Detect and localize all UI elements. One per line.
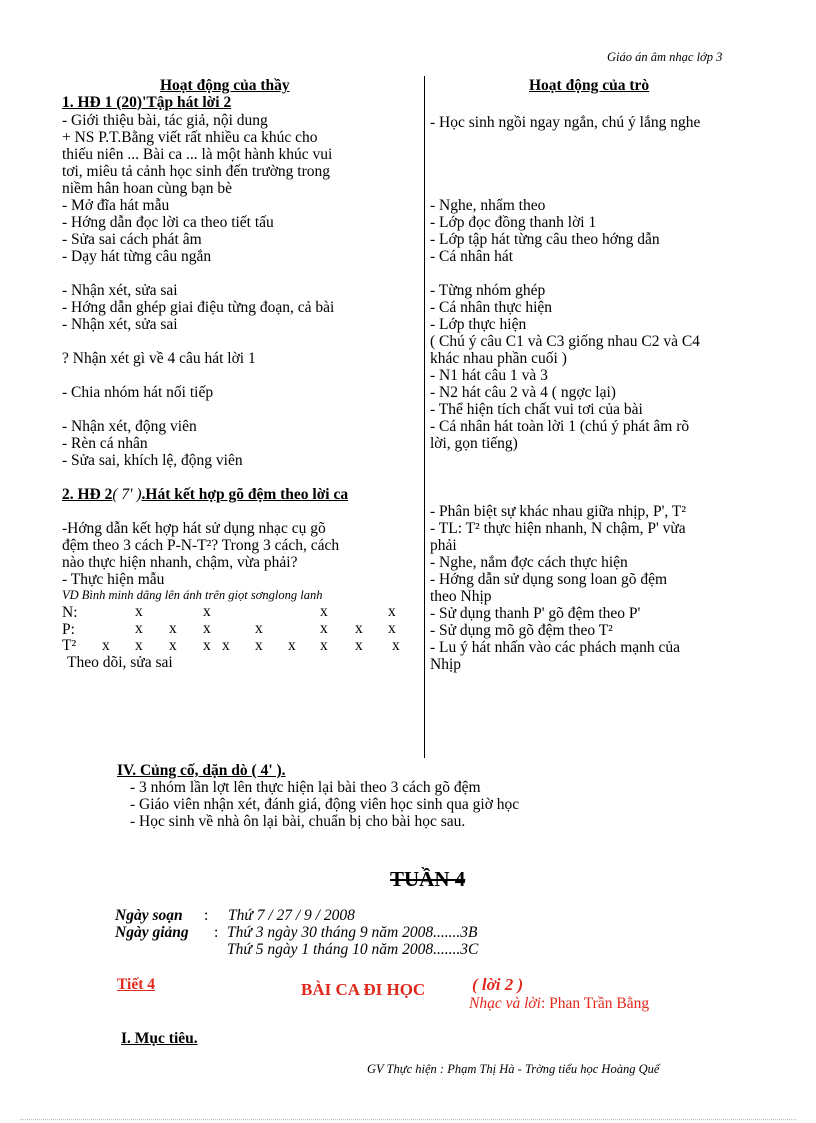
section1-title: I. Mục tiêu.: [121, 1030, 198, 1047]
rhythm-mark: x: [320, 620, 328, 637]
left-line: - Mở đĩa hát mẫu: [62, 197, 170, 214]
left-line: đệm theo 3 cách P-N-T²? Trong 3 cách, cách: [62, 537, 340, 554]
right-line: - TL: T² thực hiện nhanh, N chậm, P' vừa: [430, 520, 686, 537]
left-column-title: Hoạt động của thầy: [160, 77, 290, 94]
right-line: - Thể hiện tích chất vui tơi của bài: [430, 401, 643, 418]
left-line: -Hớng dẫn kết hợp hát sử dụng nhạc cụ gõ: [62, 520, 326, 537]
lesson-number: Tiết 4: [117, 976, 156, 993]
rhythm-mark: x: [392, 637, 400, 654]
rhythm-mark: x: [255, 637, 263, 654]
left-line: thiếu niên ... Bài ca ... là một hành khúc vui: [62, 146, 333, 163]
right-line: - Hớng dẫn sử dụng song loan gõ đệm: [430, 571, 668, 588]
rhythm-mark: x: [169, 637, 177, 654]
section4-title: IV. Củng cố, dặn dò ( 4' ).: [117, 762, 286, 779]
right-line: Nhịp: [430, 656, 461, 673]
rhythm-mark: x: [203, 637, 211, 654]
right-line: - Lớp tập hát từng câu theo hớng dẫn: [430, 231, 660, 248]
right-line: - Từng nhóm ghép: [430, 282, 546, 299]
rhythm-label-n: N:: [62, 604, 78, 621]
lesson-credit-label: Nhạc và lời: [469, 995, 541, 1012]
rhythm-mark: x: [320, 637, 328, 654]
left-line: - Giới thiệu bài, tác giả, nội dung: [62, 112, 268, 129]
date-teaching-line: Thứ 3 ngày 30 tháng 9 năm 2008.......3B: [227, 924, 478, 941]
left-line: - Thực hiện mẫu: [62, 571, 165, 588]
right-line: - Cá nhân hát: [430, 248, 514, 265]
rhythm-mark: x: [203, 603, 211, 620]
left-line: - Nhận xét, sửa sai: [62, 316, 178, 333]
section4-item: - Giáo viên nhận xét, đánh giá, động viên học sinh qua giờ học: [130, 796, 520, 813]
rhythm-mark: x: [388, 620, 396, 637]
rhythm-mark: x: [135, 637, 143, 654]
hd2-title-text: .Hát kết hợp gõ đệm theo lời ca: [141, 486, 349, 503]
right-line: phải: [430, 537, 457, 554]
right-line: theo Nhịp: [430, 588, 492, 605]
rhythm-mark: x: [135, 603, 143, 620]
page-header: Giáo án âm nhạc lớp 3: [607, 50, 723, 64]
rhythm-label-p: P:: [62, 621, 75, 638]
right-line: ( Chú ý câu C1 và C3 giống nhau C2 và C4: [430, 333, 700, 350]
right-line: - Cá nhân thực hiện: [430, 299, 553, 316]
left-line: + NS P.T.Bằng viết rất nhiều ca khúc cho: [62, 129, 318, 146]
right-line: - N1 hát câu 1 và 3: [430, 367, 548, 384]
left-line: nào thực hiện nhanh, chậm, vừa phải?: [62, 554, 298, 571]
hd2-title-number: 2. HĐ 2: [62, 486, 113, 503]
lesson-credit: [469, 995, 649, 1012]
left-line: tơi, miêu tả cảnh học sinh đến trường trong: [62, 163, 331, 180]
date-prepared-label: Ngày soạn: [115, 907, 183, 924]
week-title: TUẦN 4: [390, 867, 466, 891]
rhythm-mark: x: [169, 620, 177, 637]
right-line: - Nghe, nắm đợc cách thực hiện: [430, 554, 628, 571]
page-bottom-rule: [20, 1119, 796, 1120]
rhythm-mark: x: [255, 620, 263, 637]
left-line: ? Nhận xét gì về 4 câu hát lời 1: [62, 350, 256, 367]
lesson-verse: ( lời 2 ): [472, 975, 524, 994]
rhythm-mark: x: [355, 637, 363, 654]
lesson-credit-name: : Phan Trần Bằng: [540, 995, 650, 1012]
page-footer: GV Thực hiện : Phạm Thị Hà - Trờng tiểu học Hoàng Quế: [367, 1062, 660, 1076]
rhythm-label-t2: T²: [62, 637, 77, 654]
rhythm-mark: x: [222, 637, 230, 654]
rhythm-mark: x: [288, 637, 296, 654]
right-column-title: Hoạt động của trò: [529, 77, 650, 94]
left-line: Theo dõi, sửa sai: [67, 654, 173, 671]
rhythm-mark: x: [203, 620, 211, 637]
rhythm-mark: x: [102, 637, 110, 654]
left-line: - Sửa sai, khích lệ, động viên: [62, 452, 243, 469]
left-line: - Hớng dẫn ghép giai điệu từng đoạn, cả bài: [62, 299, 335, 316]
rhythm-mark: x: [320, 603, 328, 620]
section4-item: - Học sinh về nhà ôn lại bài, chuẩn bị cho bài học sau.: [130, 813, 466, 830]
date-prepared-sep: :: [204, 907, 209, 924]
date-teaching-label: Ngày giảng: [115, 924, 189, 941]
right-line: - Cá nhân hát toàn lời 1 (chú ý phát âm rõ: [430, 418, 690, 435]
rhythm-mark: x: [388, 603, 396, 620]
lesson-title: BÀI CA ĐI HỌC: [301, 980, 426, 999]
hd2-title-time: ( 7' ): [112, 486, 142, 503]
right-line: - Học sinh ngồi ngay ngắn, chú ý lắng nghe: [430, 114, 701, 131]
right-line: - Phân biệt sự khác nhau giữa nhịp, P', T²: [430, 503, 686, 520]
left-line: - Hớng dẫn đọc lời ca theo tiết tấu: [62, 214, 274, 231]
right-line: - Lu ý hát nhấn vào các phách mạnh của: [430, 639, 681, 656]
left-line: - Chia nhóm hát nối tiếp: [62, 384, 214, 401]
left-line: - Rèn cá nhân: [62, 435, 148, 452]
left-line: - Dạy hát từng câu ngắn: [62, 248, 212, 265]
rhythm-mark: x: [135, 620, 143, 637]
example-lyric-line: VD Bình minh dâng lên ánh trên giọt sơnglong lanh: [62, 588, 323, 602]
section4-item: - 3 nhóm lần lợt lên thực hiện lại bài theo 3 cách gõ đệm: [130, 779, 481, 796]
right-line: - Sử dụng thanh P' gõ đệm theo P': [430, 605, 641, 622]
rhythm-mark: x: [355, 620, 363, 637]
right-line: - Lớp thực hiện: [430, 316, 527, 333]
date-teaching-line: Thứ 5 ngày 1 tháng 10 năm 2008.......3C: [227, 941, 479, 958]
date-prepared-value: Thứ 7 / 27 / 9 / 2008: [228, 907, 355, 924]
right-line: lời, gọn tiếng): [430, 435, 518, 452]
hd2-title: [62, 486, 348, 503]
left-line: niềm hân hoan cùng bạn bè: [62, 180, 233, 197]
right-line: khác nhau phần cuối ): [430, 350, 567, 367]
right-line: - Sử dụng mõ gõ đệm theo T²: [430, 622, 613, 639]
right-line: - N2 hát câu 2 và 4 ( ngợc lại): [430, 384, 616, 401]
right-line: - Lớp đọc đồng thanh lời 1: [430, 214, 597, 231]
left-line: - Nhận xét, động viên: [62, 418, 197, 435]
column-divider: [424, 76, 425, 758]
left-line: - Nhận xét, sửa sai: [62, 282, 178, 299]
left-line: - Sửa sai cách phát âm: [62, 231, 202, 248]
hd1-title: 1. HĐ 1 (20)'Tập hát lời 2: [62, 94, 232, 111]
right-line: - Nghe, nhẩm theo: [430, 197, 546, 214]
date-teaching-sep: :: [214, 924, 219, 941]
